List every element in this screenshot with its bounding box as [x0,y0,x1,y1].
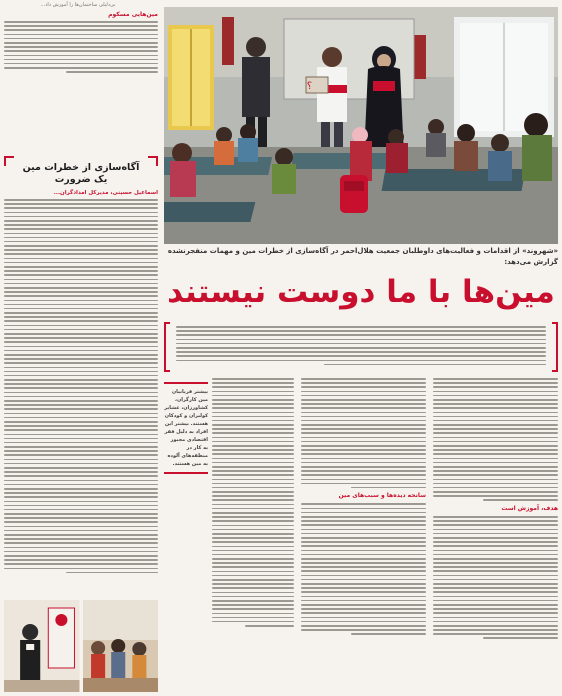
column-text [433,516,558,639]
lead-text [176,326,546,365]
subhead-1: هدف، آموزش است [501,505,558,513]
photo-caption: «شهروند» از اقدامات و فعالیت‌های داوطلبان جمعیت هلال‌احمر در آگاه‌سازی از خطرات مین و مهمات منفجرنشده گزارش می‌دهد: [167,247,558,266]
top-strip: بی‌دلیلی ساختمان‌ها را آموزش داد... [40,2,116,8]
column-text [301,503,426,634]
left-column [4,10,158,692]
box-corner-right [148,156,158,166]
side-box-title: آگاه‌سازی از خطرات مین یک ضرورت [22,162,140,185]
lead-bracket-left [164,322,170,372]
body-column-middle [301,378,426,692]
lead-box [164,322,558,372]
side-box-subtitle: اسماعیل حسینی، مدیرکل امدادگران... [53,190,158,196]
body-column-right [433,378,558,692]
pull-quote-box [164,378,208,692]
body-column-left [164,378,294,692]
left-intro-text [4,21,158,73]
subhead-2: سانحه دیده‌ها و سبب‌های مین [338,492,426,500]
sign-glyph: ؟ [306,81,312,92]
hero-photo [164,7,558,244]
page-headline: مین‌ها با ما دوست نیستند [167,274,555,310]
instructor-photo-small [4,600,80,692]
left-photo-strip [4,600,158,692]
section-kicker: مین‌هایی مسکوم [108,11,158,18]
column-text [301,378,426,488]
box-corner-left [4,156,14,166]
pull-quote: بیشتر قربانیان مین کارگران، کشاورزان، عشایر کولبران و کودکان هستند. بیشتر این افراد به دلیل فقر اقتصادی مجبور به کار در منطقه‌های آلوده به مین هستند. [164,389,208,467]
column-text [212,378,294,627]
side-box-text [4,199,158,573]
article-body [164,378,558,692]
column-text [433,378,558,501]
side-box [4,156,158,573]
lead-bracket-right [552,322,558,372]
classroom-photo-small [83,600,159,692]
